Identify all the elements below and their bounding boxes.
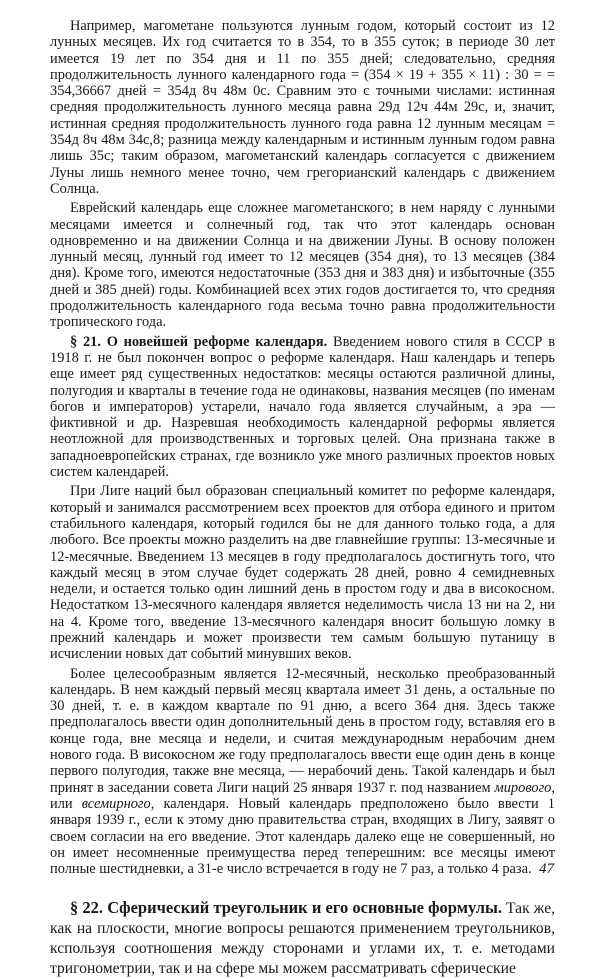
- paragraph-lunar-calendar: Например, магометане пользуются лунным годом, который состоит из 12 лунных месяцев. Их год считается то в 354, то в 355 суток; в периоде 30 лет имеется 19 лет по 354 дня и 11 по 355 дней; следовательно, средняя продолжительность лунного календарного года = (354 × 19 + 355 × 11) : 30 = = 354,36667 дней = 354д 8ч 48м 0с. Сравним это с точными числами: истинная средняя продолжительность лунного месяца равна 29д 12ч 44м 29с, и, значит, истинная средняя продолжительность лунного года равна 12 лунным месяцам = 354д 8ч 48м 34с,8; разница между календарным и истинным лунным годом равна лишь 35с; таким образом, магометанский календарь согласуется с движением Луны лишь немного менее точно, чем грегорианский календарь с движением Солнца.: [50, 18, 555, 197]
- section-21-heading: § 21. О новейшей реформе календаря.: [70, 333, 328, 350]
- page-body: [50, 18, 555, 979]
- section-21: [50, 334, 555, 481]
- paragraph-jewish-calendar: Еврейский календарь еще сложнее магометанского; в нем наряду с лунными месяцами имеется и солнечный год, так что этот календарь основан одновременно и на движении Солнца и на движении Луны. В основу положен лунный месяц, лунный год имеет то 12 месяцев (354 дня), то 13 месяцев (384 дня). Кроме того, имеются недостаточные (353 дня и 383 дня) и избыточные (355 дней и 385 дней) годы. Комбинацией всех этих годов достигается то, что средняя продолжительность календарного года весьма точно равна продолжительности тропического года.: [50, 200, 555, 331]
- term-world: мирового: [494, 779, 552, 796]
- paragraph-12-month-calendar: Более целесообразным является 12-месячный, несколько преобразованный календарь. В нем каждый первый месяц квартала имеет 31 день, а остальные по 30 дней, т. е. в каждом квартале по 91 дню, а всего 364 дня. Здесь также предполагалось ввести один дополнительный день в простом году, вставляя его в конце года, вне месяца и недели, и считая международным нерабочим днем нового года. В високосном же году предполагалось ввести еще один день в конце первого полугодия, также вне месяца, — нерабочий день. Такой календарь и был принят в заседании совета Лиги наций 25 января 1937 г. под названием мирового, или всемирного, календаря. Новый календарь предположено было ввести 1 января 1939 г., если к этому дню правительства стран, входящих в Лигу, заявят о своем согласии на его введение. Этот календарь далеко еще не совершенный, но он имеет несомненные преимущества перед теперешним: все месяцы имеют полные шестидневки, а 31-е число встречается в году не 7 раз, а только 4 раза.: [50, 665, 555, 878]
- page-number: 47: [539, 861, 554, 877]
- section-22-heading: § 22. Сферический треугольник и его основные формулы.: [70, 898, 503, 918]
- section-22: [50, 898, 555, 979]
- term-universal: всемирного: [81, 795, 151, 812]
- section-21-text: Введением нового стиля в СССР в 1918 г. не был покончен вопрос о реформе календаря. Наш календарь и теперь еще имеет ряд существенных недостатков: месяцы остаются различной длины, полугодия и кварталы в течение года не одинаковы, названия месяцев (по именам богов и императоров) устарели, начало года является случайным, а эра — фиктивной и др. Назревшая необходимость календарной реформы является неотложной для производственных и торговых целей. Она признана также в западноевропейских странах, где возникло уже много различных проектов новых систем календарей.: [50, 333, 555, 481]
- paragraph-league-of-nations: При Лиге наций был образован специальный комитет по реформе календаря, который и занимался рассмотрением всех проектов для отбора единого и притом стабильного календаря, который годился бы не для данного только года, а для любого. Все проекты можно разделить на две главнейшие группы: 13-месячные и 12-месячные. Введением 13 месяцев в году предполагалось достигнуть того, что каждый месяц в этом случае будет содержать 28 дней, ровно 4 семидневных недели, и остается только один лишний день в простом году и два в високосном. Недостатком 13-месячного календаря является неделимость числа 13 ни на 2, ни на 4. Кроме того, введение 13-месячного календаря вносит большую ломку в прежний календарь и может произвести тем самым большую путаницу в исчислении новых дат событий минувших веков.: [50, 483, 555, 663]
- section-22-text: Так же, как на плоскости, многие вопросы решаются применением треугольников, кспользуя соотношения между сторонами и углами их, т. е. методами тригонометрии, так и на сфере мы можем рассматривать сферические: [50, 900, 556, 978]
